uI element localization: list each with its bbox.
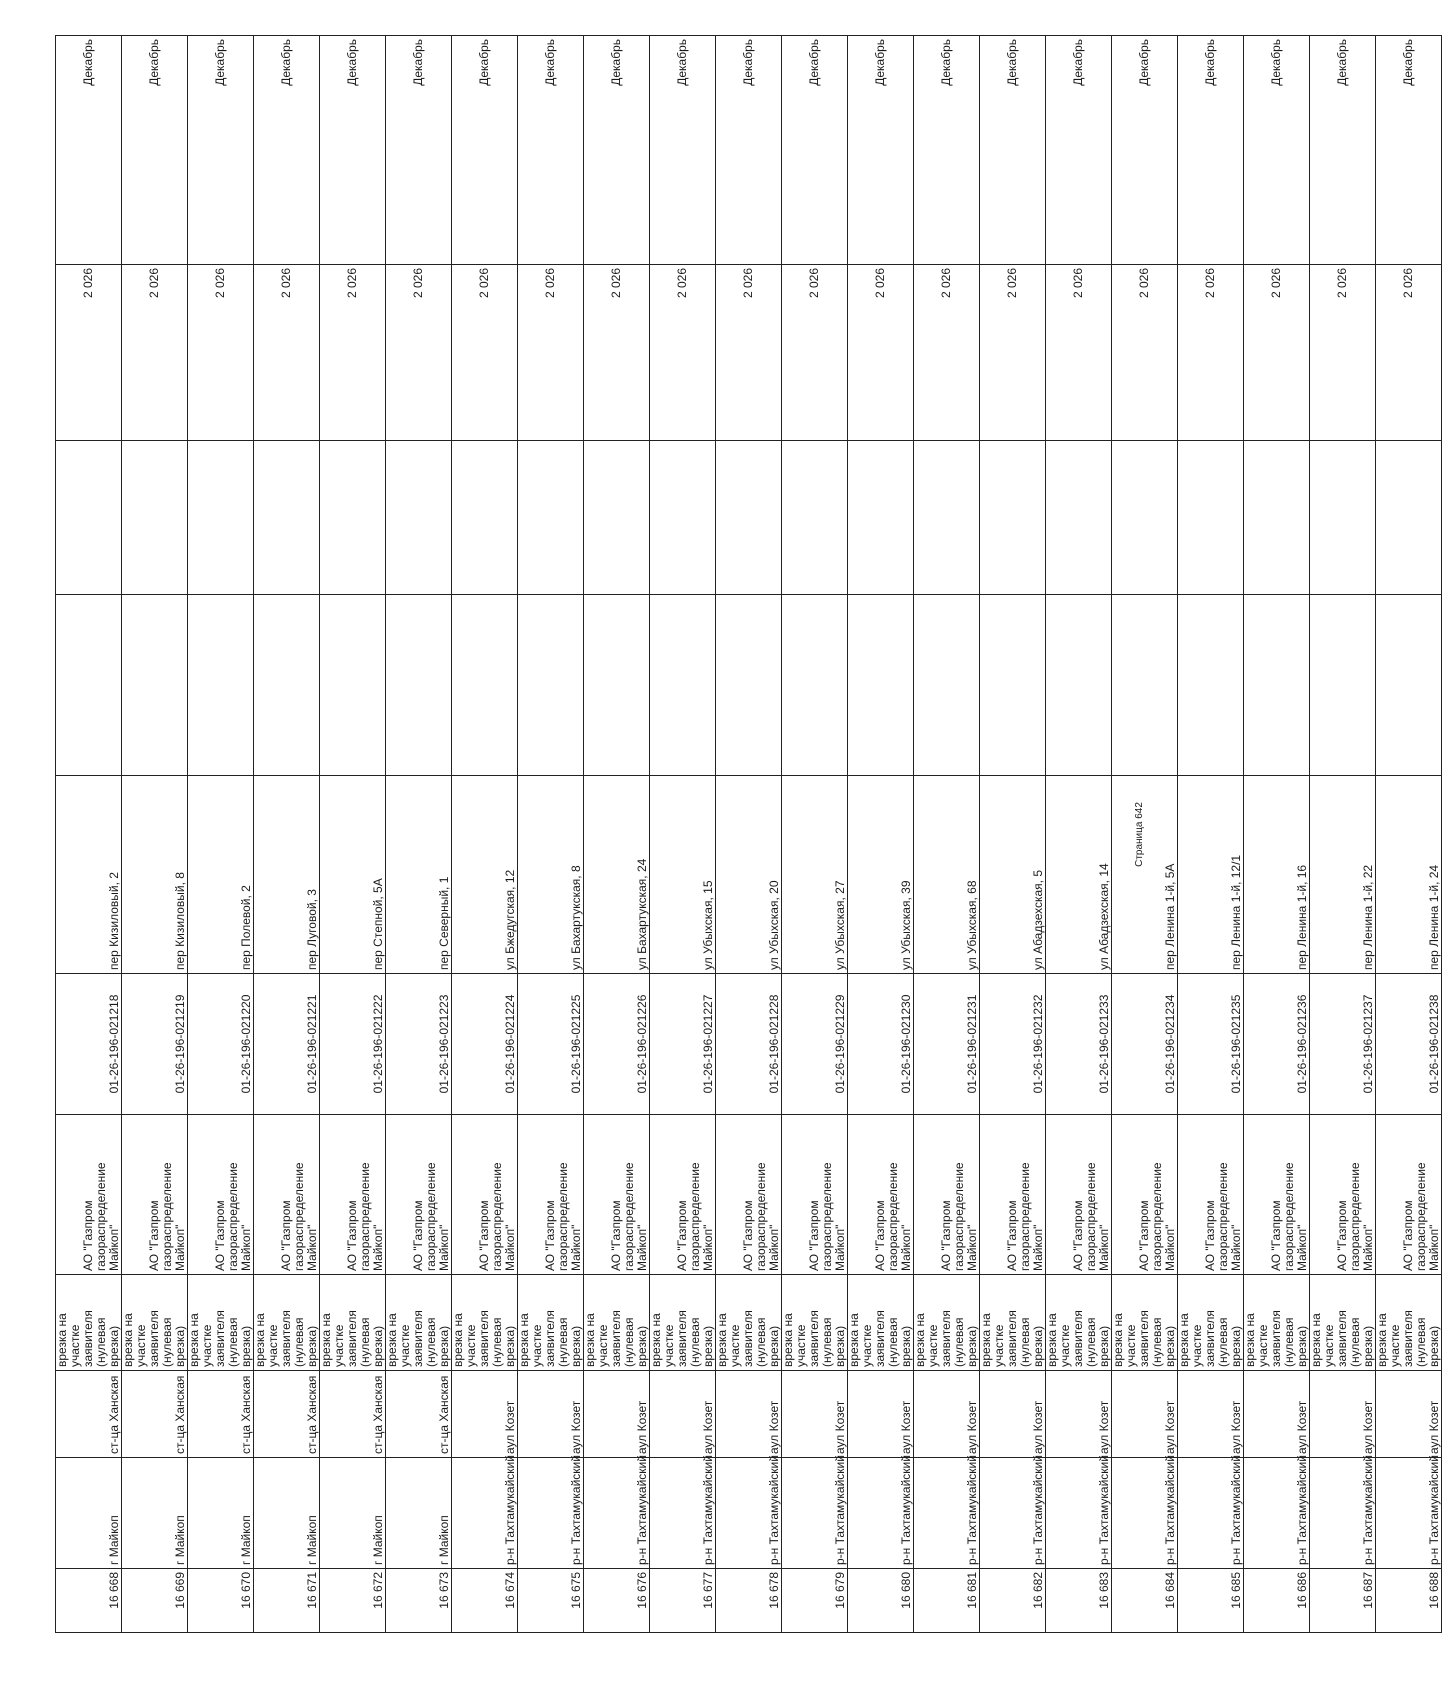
cell-address: пер Ленина 1-й, 16 (1244, 776, 1310, 974)
cell-settlement: ст-ца Ханская (254, 1371, 320, 1458)
table-row (1046, 36, 1112, 1633)
cell-organization: АО "Газпром газораспределение Майкоп" (320, 1115, 386, 1275)
cell-settlement: ст-ца Ханская (386, 1371, 452, 1458)
cell-work-type: врезка на участке заявителя (нулевая врезка) (188, 1275, 254, 1371)
cell-organization: АО "Газпром газораспределение Майкоп" (848, 1115, 914, 1275)
cell-code: 01-26-196-021229 (782, 974, 848, 1115)
table-row (452, 36, 518, 1633)
cell-empty (188, 595, 254, 776)
cell-year: 2 026 (1178, 265, 1244, 441)
cell-month: Декабрь (1376, 36, 1442, 265)
cell-municipality: р-н Тахтамукайский (980, 1458, 1046, 1569)
cell-code: 01-26-196-021233 (1046, 974, 1112, 1115)
cell-empty (980, 441, 1046, 595)
cell-row-number: 16 676 (584, 1569, 650, 1633)
cell-month: Декабрь (386, 36, 452, 265)
cell-month: Декабрь (452, 36, 518, 265)
cell-month: Декабрь (716, 36, 782, 265)
cell-settlement: аул Козет (716, 1371, 782, 1458)
cell-address: ул Убыхская, 20 (716, 776, 782, 974)
cell-organization: АО "Газпром газораспределение Майкоп" (782, 1115, 848, 1275)
cell-code: 01-26-196-021226 (584, 974, 650, 1115)
cell-code: 01-26-196-021230 (848, 974, 914, 1115)
cell-month: Декабрь (650, 36, 716, 265)
cell-settlement: аул Козет (980, 1371, 1046, 1458)
table-row (188, 36, 254, 1633)
cell-empty (518, 441, 584, 595)
table-row (1244, 36, 1310, 1633)
cell-organization: АО "Газпром газораспределение Майкоп" (584, 1115, 650, 1275)
cell-year: 2 026 (518, 265, 584, 441)
cell-empty (1178, 595, 1244, 776)
cell-row-number: 16 675 (518, 1569, 584, 1633)
cell-municipality: р-н Тахтамукайский (1112, 1458, 1178, 1569)
cell-month: Декабрь (254, 36, 320, 265)
cell-empty (122, 441, 188, 595)
cell-empty (254, 441, 320, 595)
cell-work-type: врезка на участке заявителя (нулевая врезка) (1376, 1275, 1442, 1371)
cell-empty (782, 441, 848, 595)
cell-year: 2 026 (650, 265, 716, 441)
cell-row-number: 16 687 (1310, 1569, 1376, 1633)
cell-year: 2 026 (980, 265, 1046, 441)
cell-address: ул Бахартукская, 24 (584, 776, 650, 974)
cell-row-number: 16 683 (1046, 1569, 1112, 1633)
cell-address: ул Бжедугская, 12 (452, 776, 518, 974)
cell-address: пер Степной, 5А (320, 776, 386, 974)
cell-settlement: аул Козет (914, 1371, 980, 1458)
cell-year: 2 026 (848, 265, 914, 441)
cell-municipality: р-н Тахтамукайский (1046, 1458, 1112, 1569)
cell-settlement: аул Козет (1376, 1371, 1442, 1458)
cell-empty (650, 441, 716, 595)
cell-organization: АО "Газпром газораспределение Майкоп" (254, 1115, 320, 1275)
cell-address: пер Северный, 1 (386, 776, 452, 974)
cell-work-type: врезка на участке заявителя (нулевая врезка) (122, 1275, 188, 1371)
cell-empty (848, 441, 914, 595)
cell-work-type: врезка на участке заявителя (нулевая врезка) (386, 1275, 452, 1371)
cell-row-number: 16 679 (782, 1569, 848, 1633)
table-row (980, 36, 1046, 1633)
cell-settlement: аул Козет (1244, 1371, 1310, 1458)
cell-work-type: врезка на участке заявителя (нулевая врезка) (782, 1275, 848, 1371)
cell-code: 01-26-196-021235 (1178, 974, 1244, 1115)
cell-organization: АО "Газпром газораспределение Майкоп" (914, 1115, 980, 1275)
cell-empty (1310, 441, 1376, 595)
cell-municipality: р-н Тахтамукайский (650, 1458, 716, 1569)
cell-municipality: г Майкоп (122, 1458, 188, 1569)
cell-code: 01-26-196-021223 (386, 974, 452, 1115)
cell-work-type: врезка на участке заявителя (нулевая врезка) (1178, 1275, 1244, 1371)
cell-month: Декабрь (320, 36, 386, 265)
cell-year: 2 026 (782, 265, 848, 441)
cell-municipality: р-н Тахтамукайский (914, 1458, 980, 1569)
cell-empty (980, 595, 1046, 776)
cell-address: пер Кизиловый, 8 (122, 776, 188, 974)
cell-year: 2 026 (254, 265, 320, 441)
cell-work-type: врезка на участке заявителя (нулевая врезка) (914, 1275, 980, 1371)
cell-month: Декабрь (122, 36, 188, 265)
cell-month: Декабрь (782, 36, 848, 265)
cell-code: 01-26-196-021234 (1112, 974, 1178, 1115)
cell-month: Декабрь (518, 36, 584, 265)
cell-empty (716, 441, 782, 595)
cell-year: 2 026 (188, 265, 254, 441)
cell-empty (914, 595, 980, 776)
cell-work-type: врезка на участке заявителя (нулевая врезка) (518, 1275, 584, 1371)
table-row (716, 36, 782, 1633)
cell-empty (1244, 441, 1310, 595)
cell-empty (254, 595, 320, 776)
table-row (518, 36, 584, 1633)
cell-empty (386, 595, 452, 776)
cell-settlement: аул Козет (584, 1371, 650, 1458)
cell-work-type: врезка на участке заявителя (нулевая врезка) (1046, 1275, 1112, 1371)
cell-month: Декабрь (1244, 36, 1310, 265)
cell-empty (452, 441, 518, 595)
cell-empty (584, 441, 650, 595)
cell-work-type: врезка на участке заявителя (нулевая врезка) (980, 1275, 1046, 1371)
cell-empty (56, 441, 122, 595)
cell-empty (188, 441, 254, 595)
table-body (56, 36, 1442, 1633)
cell-code: 01-26-196-021224 (452, 974, 518, 1115)
cell-address: ул Бахартукская, 8 (518, 776, 584, 974)
cell-month: Декабрь (1310, 36, 1376, 265)
cell-year: 2 026 (1244, 265, 1310, 441)
cell-year: 2 026 (914, 265, 980, 441)
cell-municipality: г Майкоп (188, 1458, 254, 1569)
cell-row-number: 16 672 (320, 1569, 386, 1633)
cell-year: 2 026 (1310, 265, 1376, 441)
cell-settlement: ст-ца Ханская (122, 1371, 188, 1458)
cell-municipality: р-н Тахтамукайский (518, 1458, 584, 1569)
cell-year: 2 026 (584, 265, 650, 441)
cell-work-type: врезка на участке заявителя (нулевая врезка) (1244, 1275, 1310, 1371)
cell-empty (386, 441, 452, 595)
cell-work-type: врезка на участке заявителя (нулевая врезка) (584, 1275, 650, 1371)
cell-month: Декабрь (1046, 36, 1112, 265)
cell-organization: АО "Газпром газораспределение Майкоп" (1376, 1115, 1442, 1275)
cell-organization: АО "Газпром газораспределение Майкоп" (1310, 1115, 1376, 1275)
cell-settlement: аул Козет (1046, 1371, 1112, 1458)
rotated-page (55, 36, 1441, 1633)
cell-address: ул Абадзехская, 14 (1046, 776, 1112, 974)
cell-empty (122, 595, 188, 776)
cell-work-type: врезка на участке заявителя (нулевая врезка) (716, 1275, 782, 1371)
cell-address: ул Убыхская, 68 (914, 776, 980, 974)
cell-empty (1376, 595, 1442, 776)
cell-settlement: аул Козет (518, 1371, 584, 1458)
cell-municipality: г Майкоп (254, 1458, 320, 1569)
cell-empty (518, 595, 584, 776)
table-row (122, 36, 188, 1633)
cell-address: пер Кизиловый, 2 (56, 776, 122, 974)
cell-month: Декабрь (1178, 36, 1244, 265)
cell-settlement: аул Козет (1310, 1371, 1376, 1458)
cell-empty (1244, 595, 1310, 776)
cell-address: пер Полевой, 2 (188, 776, 254, 974)
cell-row-number: 16 677 (650, 1569, 716, 1633)
table-row (254, 36, 320, 1633)
cell-empty (1178, 441, 1244, 595)
cell-row-number: 16 669 (122, 1569, 188, 1633)
cell-work-type: врезка на участке заявителя (нулевая врезка) (650, 1275, 716, 1371)
table-row (386, 36, 452, 1633)
cell-municipality: г Майкоп (386, 1458, 452, 1569)
cell-row-number: 16 668 (56, 1569, 122, 1633)
cell-month: Декабрь (56, 36, 122, 265)
cell-row-number: 16 682 (980, 1569, 1046, 1633)
table-row (1376, 36, 1442, 1633)
cell-address: ул Убыхская, 15 (650, 776, 716, 974)
cell-empty (320, 441, 386, 595)
cell-year: 2 026 (56, 265, 122, 441)
cell-address: пер Ленина 1-й, 5А (1112, 776, 1178, 974)
cell-settlement: ст-ца Ханская (188, 1371, 254, 1458)
table-row (320, 36, 386, 1633)
cell-organization: АО "Газпром газораспределение Майкоп" (1178, 1115, 1244, 1275)
cell-organization: АО "Газпром газораспределение Майкоп" (188, 1115, 254, 1275)
cell-empty (320, 595, 386, 776)
cell-code: 01-26-196-021219 (122, 974, 188, 1115)
connection-schedule-table (55, 35, 1442, 1633)
table-row (914, 36, 980, 1633)
cell-code: 01-26-196-021231 (914, 974, 980, 1115)
cell-code: 01-26-196-021227 (650, 974, 716, 1115)
cell-month: Декабрь (584, 36, 650, 265)
cell-code: 01-26-196-021232 (980, 974, 1046, 1115)
table-row (782, 36, 848, 1633)
cell-code: 01-26-196-021218 (56, 974, 122, 1115)
cell-organization: АО "Газпром газораспределение Майкоп" (650, 1115, 716, 1275)
cell-settlement: аул Козет (650, 1371, 716, 1458)
cell-organization: АО "Газпром газораспределение Майкоп" (56, 1115, 122, 1275)
cell-row-number: 16 674 (452, 1569, 518, 1633)
cell-address: пер Ленина 1-й, 12/1 (1178, 776, 1244, 974)
cell-municipality: р-н Тахтамукайский (1310, 1458, 1376, 1569)
table-row (650, 36, 716, 1633)
table-row (584, 36, 650, 1633)
cell-work-type: врезка на участке заявителя (нулевая врезка) (320, 1275, 386, 1371)
cell-month: Декабрь (1112, 36, 1178, 265)
cell-year: 2 026 (1112, 265, 1178, 441)
cell-work-type: врезка на участке заявителя (нулевая врезка) (1310, 1275, 1376, 1371)
cell-row-number: 16 680 (848, 1569, 914, 1633)
cell-year: 2 026 (716, 265, 782, 441)
cell-empty (650, 595, 716, 776)
cell-settlement: аул Козет (1178, 1371, 1244, 1458)
table-row (1178, 36, 1244, 1633)
cell-code: 01-26-196-021221 (254, 974, 320, 1115)
table-row (848, 36, 914, 1633)
page-number: Страница 642 (1134, 802, 1145, 867)
cell-organization: АО "Газпром газораспределение Майкоп" (1112, 1115, 1178, 1275)
cell-month: Декабрь (914, 36, 980, 265)
cell-row-number: 16 684 (1112, 1569, 1178, 1633)
cell-settlement: аул Козет (1112, 1371, 1178, 1458)
cell-code: 01-26-196-021238 (1376, 974, 1442, 1115)
cell-municipality: г Майкоп (56, 1458, 122, 1569)
cell-code: 01-26-196-021228 (716, 974, 782, 1115)
cell-work-type: врезка на участке заявителя (нулевая врезка) (56, 1275, 122, 1371)
cell-settlement: аул Козет (848, 1371, 914, 1458)
cell-settlement: аул Козет (452, 1371, 518, 1458)
cell-settlement: ст-ца Ханская (320, 1371, 386, 1458)
cell-organization: АО "Газпром газораспределение Майкоп" (452, 1115, 518, 1275)
cell-year: 2 026 (452, 265, 518, 441)
cell-address: ул Убыхская, 27 (782, 776, 848, 974)
table-row (56, 36, 122, 1633)
cell-row-number: 16 671 (254, 1569, 320, 1633)
cell-code: 01-26-196-021220 (188, 974, 254, 1115)
cell-year: 2 026 (386, 265, 452, 441)
cell-row-number: 16 686 (1244, 1569, 1310, 1633)
cell-row-number: 16 688 (1376, 1569, 1442, 1633)
cell-code: 01-26-196-021225 (518, 974, 584, 1115)
cell-row-number: 16 678 (716, 1569, 782, 1633)
cell-empty (716, 595, 782, 776)
cell-row-number: 16 673 (386, 1569, 452, 1633)
cell-municipality: р-н Тахтамукайский (452, 1458, 518, 1569)
cell-address: ул Убыхская, 39 (848, 776, 914, 974)
cell-empty (1046, 595, 1112, 776)
cell-organization: АО "Газпром газораспределение Майкоп" (386, 1115, 452, 1275)
cell-work-type: врезка на участке заявителя (нулевая врезка) (848, 1275, 914, 1371)
cell-organization: АО "Газпром газораспределение Майкоп" (1046, 1115, 1112, 1275)
cell-settlement: аул Козет (782, 1371, 848, 1458)
cell-municipality: г Майкоп (320, 1458, 386, 1569)
cell-municipality: р-н Тахтамукайский (1376, 1458, 1442, 1569)
cell-year: 2 026 (1376, 265, 1442, 441)
cell-address: пер Ленина 1-й, 22 (1310, 776, 1376, 974)
cell-year: 2 026 (320, 265, 386, 441)
cell-row-number: 16 681 (914, 1569, 980, 1633)
cell-year: 2 026 (122, 265, 188, 441)
cell-address: ул Абадзехская, 5 (980, 776, 1046, 974)
cell-code: 01-26-196-021222 (320, 974, 386, 1115)
cell-work-type: врезка на участке заявителя (нулевая врезка) (452, 1275, 518, 1371)
cell-municipality: р-н Тахтамукайский (848, 1458, 914, 1569)
cell-municipality: р-н Тахтамукайский (716, 1458, 782, 1569)
cell-row-number: 16 670 (188, 1569, 254, 1633)
cell-empty (452, 595, 518, 776)
cell-month: Декабрь (188, 36, 254, 265)
cell-empty (56, 595, 122, 776)
cell-work-type: врезка на участке заявителя (нулевая врезка) (254, 1275, 320, 1371)
cell-empty (914, 441, 980, 595)
cell-code: 01-26-196-021236 (1244, 974, 1310, 1115)
cell-organization: АО "Газпром газораспределение Майкоп" (518, 1115, 584, 1275)
cell-address: пер Ленина 1-й, 24 (1376, 776, 1442, 974)
cell-month: Декабрь (980, 36, 1046, 265)
cell-organization: АО "Газпром газораспределение Майкоп" (122, 1115, 188, 1275)
cell-code: 01-26-196-021237 (1310, 974, 1376, 1115)
cell-work-type: врезка на участке заявителя (нулевая врезка) (1112, 1275, 1178, 1371)
cell-year: 2 026 (1046, 265, 1112, 441)
cell-settlement: ст-ца Ханская (56, 1371, 122, 1458)
table-row (1310, 36, 1376, 1633)
cell-municipality: р-н Тахтамукайский (1244, 1458, 1310, 1569)
cell-organization: АО "Газпром газораспределение Майкоп" (980, 1115, 1046, 1275)
cell-empty (1046, 441, 1112, 595)
cell-row-number: 16 685 (1178, 1569, 1244, 1633)
cell-empty (1310, 595, 1376, 776)
cell-empty (782, 595, 848, 776)
cell-empty (1376, 441, 1442, 595)
cell-organization: АО "Газпром газораспределение Майкоп" (1244, 1115, 1310, 1275)
cell-municipality: р-н Тахтамукайский (782, 1458, 848, 1569)
cell-month: Декабрь (848, 36, 914, 265)
cell-municipality: р-н Тахтамукайский (1178, 1458, 1244, 1569)
cell-address: пер Луговой, 3 (254, 776, 320, 974)
cell-organization: АО "Газпром газораспределение Майкоп" (716, 1115, 782, 1275)
cell-municipality: р-н Тахтамукайский (584, 1458, 650, 1569)
cell-empty (584, 595, 650, 776)
cell-empty (848, 595, 914, 776)
